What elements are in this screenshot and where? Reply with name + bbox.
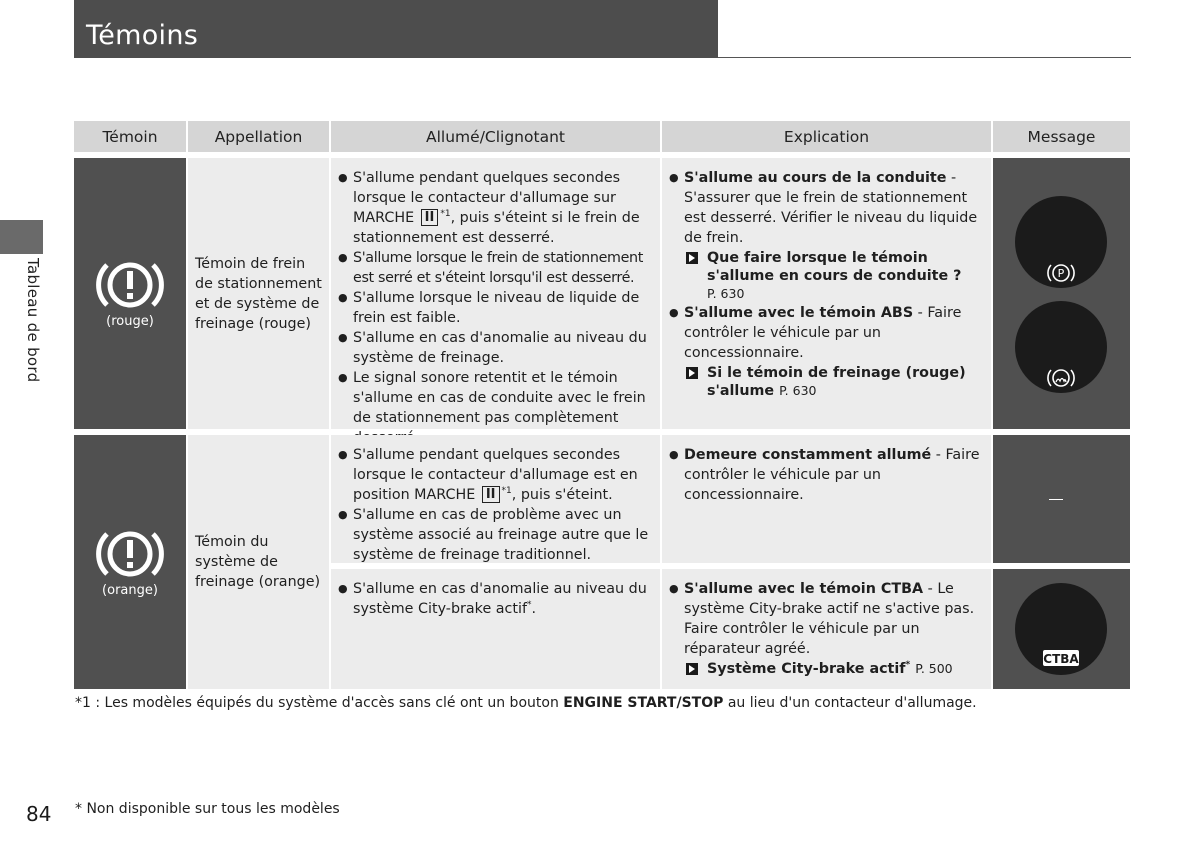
page-ref: P. 630 [707,286,745,301]
ignition-key-symbol: II [482,486,500,503]
icon-caption: (rouge) [106,314,154,329]
table-row-2-name [188,435,329,689]
warning-name: Témoin de frein de stationnement et de système de freinage (rouge) [195,255,322,332]
list-item: ● Le signal sonore retentit et le témoin s'allume en cas de conduite avec le frein de stationnement pas complètement [353,368,654,448]
list-item: ● S'allume en cas d'anomalie au niveau du système City-brake actif*. [353,579,654,619]
parking-brake-icon [1046,262,1076,284]
col-header-temoin: Témoin [74,121,186,152]
brake-system-icon [1046,367,1076,389]
table-row-1-icon-cell [74,158,186,429]
svg-text:P: P [1057,267,1065,280]
list-item: ● S'allume avec le témoin ABS - Faire contrôler le véhicule par un concessionnaire. [684,303,985,363]
table-row-2a-explanation [662,435,991,563]
cross-reference-link[interactable]: Système City-brake actif* P. 500 [662,660,991,678]
list-item: ● S'allume en cas d'anomalie au niveau du système de freinage. [353,328,654,368]
header-rule [718,57,1131,58]
message-dial-ctba [1015,583,1107,675]
arrow-icon [686,367,698,379]
svg-text:CTBA: CTBA [1043,652,1079,666]
table-row-2b-explanation [662,569,991,689]
list-item: ● S'allume pendant quelques secondes lorsque le contacteur d'allumage sur MARCHE II $^{*1}$, puis s'éteint si le frein de stationnement est desserré. [353,168,654,248]
col-header-message: Message [993,121,1130,152]
list-item: ● S'allume pendant quelques secondes lorsque le contacteur d'allumage est en position MARCHE II $^{*1}$, puis s'éteint. [353,445,654,505]
warning-name: Témoin du système de freinage (orange) [195,534,321,590]
ctba-icon [1042,649,1080,667]
col-header-allume: Allumé/Clignotant [331,121,660,152]
cross-reference-link[interactable]: Si le témoin de freinage (rouge) s'allume P. 630 [662,364,991,400]
list-item: ● S'allume au cours de la conduite - S'assurer que le frein de stationnement est desserré. Vérifier le niveau du liquide de frein. [684,168,985,248]
table-row-2b-message [993,569,1130,689]
arrow-icon [686,252,698,264]
cross-reference-link[interactable]: Que faire lorsque le témoin s'allume en cours de conduite ? [662,249,991,285]
page-title: Témoins [86,20,199,51]
table-row-2-icon-cell [74,435,186,689]
list-item: ● Demeure constamment allumé - Faire contrôler le véhicule par un concessionnaire. [684,445,985,505]
col-header-explication: Explication [662,121,991,152]
icon-caption: (orange) [102,582,158,598]
list-item: ● S'allume lorsque le frein de stationnement est serré et s'éteint lorsqu'il est desserré. [353,248,654,288]
table-row-1-message [993,158,1130,429]
table-row-2b-lit [331,569,660,689]
page-number: 84 [26,802,52,826]
table-row-1-name [188,158,329,429]
table-row-2a-lit [331,435,660,563]
no-message-dash [1049,499,1063,500]
arrow-icon [686,663,698,675]
table-row-2a-message [993,435,1130,563]
section-tab-label: Tableau de bord [24,258,42,383]
ignition-key-symbol: II [421,209,439,226]
list-item: ● S'allume en cas de problème avec un système associé au freinage autre que le système de freinage traditionnel. [353,505,654,565]
brake-warning-icon [96,258,164,312]
section-tab [0,220,43,254]
list-item: ● S'allume lorsque le niveau de liquide de frein est faible. [353,288,654,328]
message-dial-parking [1015,196,1107,288]
table-footnote: *1 : Les modèles équipés du système d'accès sans clé ont un bouton ENGINE START/STOP au lieu d'un contacteur d'allumage. [75,695,977,711]
footer-note: * Non disponible sur tous les modèles [75,801,340,817]
table-row-1-lit [331,158,660,429]
brake-warning-icon [96,527,164,581]
col-header-appellation: Appellation [188,121,329,152]
page-header [74,0,718,58]
message-dial-brake [1015,301,1107,393]
list-item: ● S'allume avec le témoin CTBA - Le système City-brake actif ne s'active pas. Faire contrôler le véhicule par un réparateur agréé. [684,579,985,659]
table-row-1-explanation [662,158,991,429]
